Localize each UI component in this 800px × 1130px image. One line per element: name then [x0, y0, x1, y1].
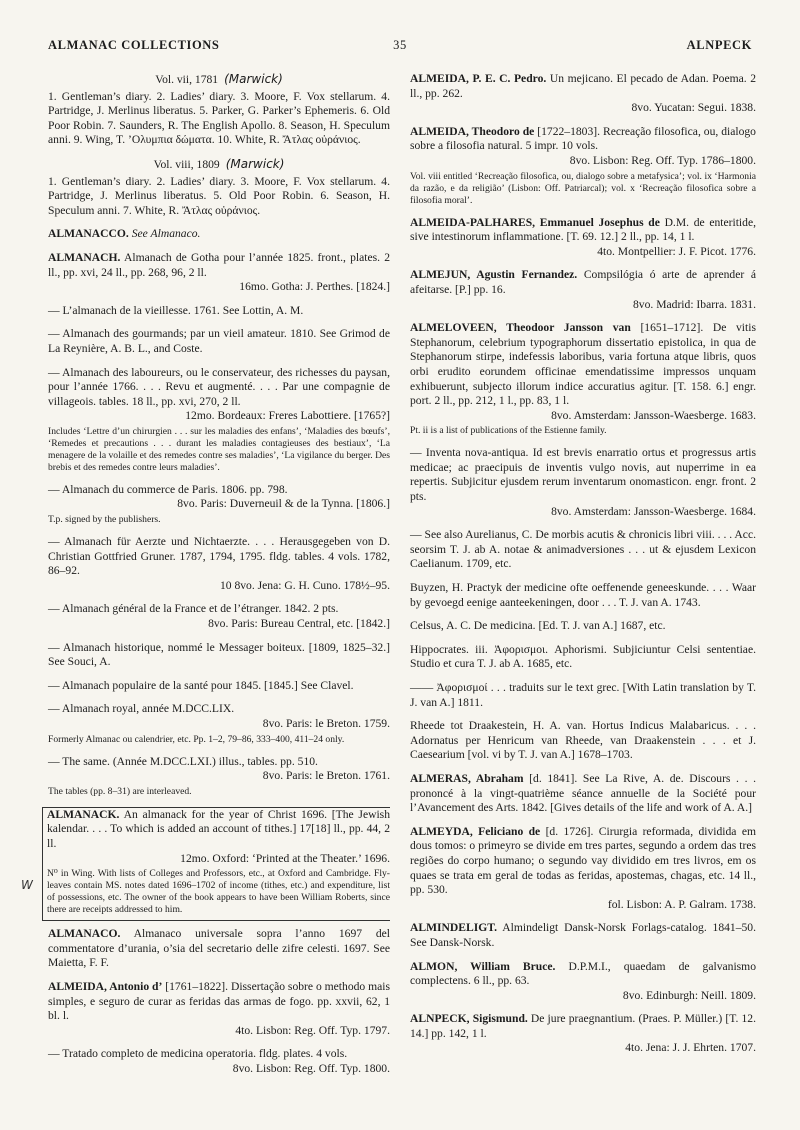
entry-heading: ALMEIDA-PALHARES, Emmanuel Josephus de: [410, 215, 660, 229]
volume-contents: 1. Gentleman’s diary. 2. Ladies’ diary. 3. Moore, F. Vox stellarum. 4. Partridge, J. Merlinus liberatus. 5. Parker, G. Parker’s Ephemeris. 6. Old Poor Robin. 7. Saunders, R. The English Apollo. 8. Season, H. Speculum anni. 9. Wing, T. ’Ολυμπια δώματα. 10. White, R. Ἄτλας οὐράνιος.: [48, 89, 390, 147]
catalogue-entry: [410, 216, 756, 260]
running-head-left: ALMANAC COLLECTIONS: [48, 38, 220, 52]
entry-heading: ALMON, William Bruce.: [410, 959, 556, 973]
catalogue-entry: Hippocrates. iii. Ἀφορισμοι. Aphorismi. Subjiciuntur Celsi sententiae. Studio et cura T. J. ab A. 1685, etc.: [410, 642, 756, 671]
entry-text: D.M. de enteritide, sive intestinorum inflammatione. [T. 69. 12.] 2 ll., pp. 14, 1 l.: [410, 215, 756, 244]
entry-text: [d. 1841]. See La Rive, A. de. Discours . . . prononcé à la vingt-quatrième séance annuelle de la Société pour l’Avancement des Arts. 1842. [Gives details of the life and work of A. A.]: [410, 771, 756, 815]
entry-note: Vol. viii entitled ‘Recreação filosofica, ou, dialogo sobre a metafysica’; vol. ix ‘Harmonia da razão, e da religião’ (Lisbon: Off. Patriarcal); vol. x ‘Recreação filosofica sobre a filosofia moral’.: [410, 170, 756, 206]
entry-imprint: 8vo. Madrid: Ibarra. 1831.: [633, 297, 756, 311]
entry-heading: ALMEYDA, Feliciano de: [410, 824, 541, 838]
catalogue-entry: [410, 921, 756, 950]
entry-imprint: 12mo. Oxford: ‘Printed at the Theater.’ 1696.: [180, 851, 390, 865]
entry-imprint: 8vo. Lisbon: Reg. Off. Typ. 1786–1800.: [569, 153, 756, 167]
catalogue-entry: [47, 808, 390, 866]
catalogue-entry: [48, 535, 390, 593]
entry-note: T.p. signed by the publishers.: [48, 514, 161, 526]
entry-note: The tables (pp. 8–31) are interleaved.: [48, 785, 192, 797]
page-number: 35: [393, 38, 407, 52]
entry-text: D.P.M.I., quaedam de galvanismo complectens. 6 ll., pp. 63.: [410, 959, 756, 988]
catalogue-entry: — Almanach populaire de la santé pour 1845. [1845.] See Clavel.: [48, 678, 354, 692]
entry-imprint: 12mo. Bordeaux: Freres Labottiere. [1765?]: [185, 409, 390, 423]
bracketed-entry: [21, 807, 390, 921]
catalogue-entry: [410, 125, 756, 169]
entry-imprint: 8vo. Paris: le Breton. 1759.: [262, 717, 390, 730]
entry-text: Almanaco universale sopra l’anno 1697 del commentatore d’urania, o’sia del secretario delle zifre celesti. 1697. See Maietta, F. F.: [48, 927, 390, 970]
entry-imprint: 8vo. Lisbon: Reg. Off. Typ. 1800.: [232, 1061, 390, 1075]
catalogue-entry: Celsus, A. C. De medicina. [Ed. T. J. van A.] 1687, etc.: [410, 619, 666, 633]
entry-heading: ALMEJUN, Agustin Fernandez.: [410, 268, 578, 282]
entry-text: — Almanach du commerce de Paris. 1806. pp. 798.: [48, 482, 288, 496]
left-column: [21, 72, 391, 1086]
catalogue-entry: — L’almanach de la vieillesse. 1761. See Lottin, A. M.: [48, 303, 304, 317]
entry-heading: ALMANACO.: [48, 927, 121, 941]
catalogue-entry: [48, 483, 390, 512]
catalogue-entry: Rheede tot Draakestein, H. A. van. Hortus Indicus Malabaricus. . . . Adornatus per Henricum van Rheede, van Draakenstein . . . et J. Caesearium [vol. vi by T. J. van A.] 1678–1703.: [410, 719, 756, 762]
volume-heading: [48, 157, 390, 173]
entry-heading: ALMERAS, Abraham: [410, 771, 524, 785]
handwritten-note: (Marwick): [225, 156, 285, 171]
catalogue-entry: — Almanach des gourmands; par un vieil amateur. 1810. See Grimod de La Reynière, A. B. L., and Coste.: [48, 327, 390, 355]
catalogue-entry: [48, 927, 390, 971]
right-column: [410, 72, 756, 1065]
catalogue-entry: [410, 321, 756, 423]
entry-imprint: 8vo. Amsterdam: Jansson-Waesberge. 1684.: [551, 504, 756, 518]
entry-heading: ALMANACH.: [48, 250, 121, 264]
entry-text: — Inventa nova-antiqua. Id est brevis enarratio ortus et progressus artis medicae; ac praecipuis de inventis vulgo novis, aut nuperrime in ea repertis. Subjicitur ejusdem rerum inventarum onomasticon. engr. front. 2 pts.: [410, 446, 756, 504]
catalogue-entry: [48, 602, 390, 631]
volume-label: Vol. vii, 1781: [155, 73, 219, 86]
catalogue-entry: [410, 1012, 756, 1056]
entry-heading: ALMANACK.: [47, 807, 120, 821]
entry-imprint: 4to. Jena: J. J. Ehrten. 1707.: [625, 1041, 756, 1055]
catalogue-entry: [48, 366, 390, 424]
catalogue-entry: [48, 227, 390, 242]
entry-heading: ALMEIDA, P. E. C. Pedro.: [410, 72, 547, 85]
entry-note: N⁰ in Wing. With lists of Colleges and Professors, etc., at Oxford and Cambridge. Fly-leaves contain MS. notes dated 1696–1702 of income (tithes, etc.) and expenditure, list of possessions, etc. The owner of the book appears to have been William Roberts, since there are receipts addressed to him.: [47, 868, 390, 916]
volume-label: Vol. viii, 1809: [153, 157, 220, 171]
entry-text: Compsilógia ó arte de aprender á afeitarse. [P.] pp. 16.: [410, 268, 756, 296]
entry-text: Un mejicano. El pecado de Adan. Poema. 2 ll., pp. 262.: [410, 72, 757, 100]
catalogue-entry: [410, 268, 756, 312]
entry-note: Includes ‘Lettre d’un chirurgien . . . sur les maladies des enfans’, ‘Maladies des bœufs’, ‘Remedes et precautions . . . durant les maladies contagieuses des bestiaux’, ‘La menagere de la volaille et des remedes contre ses maladies’, ‘La vigilance du berger. Des brebis et des remedes contre leurs maladies’.: [48, 425, 390, 473]
entry-text: Almindeligt Dansk-Norsk Forlags-catalog. 1841–50. See Dansk-Norsk.: [410, 921, 756, 949]
running-head: [48, 38, 752, 58]
entry-text: [1722–1803]. Recreação filosofica, ou, dialogo sobre a filosofia natural. 5 impr. 10 vols.: [410, 124, 756, 153]
catalogue-entry: [48, 251, 390, 295]
entry-imprint: 10 8vo. Jena: G. H. Cuno. 178½–95.: [219, 578, 390, 592]
margin-mark: W: [21, 877, 33, 892]
entry-imprint: 4to. Lisbon: Reg. Off. Typ. 1797.: [235, 1023, 390, 1037]
entry-text: — Almanach des laboureurs, ou le conservateur, des richesses du paysan, pour l’année 1766. . . . Revu et augmenté. . . . Par une compagnie de villageois. tables. 18 ll., pp. xvi, 270, 2 ll.: [48, 365, 390, 408]
handwritten-note: (Marwick): [224, 72, 283, 86]
entry-text: — Almanach royal, année M.DCC.LIX.: [48, 702, 235, 716]
entry-text: [1761–1822]. Dissertação sobre o methodo mais simples, e seguro de curar as feridas das armas de fogo. pp. xxvii, 62, 1 bl. l.: [48, 979, 391, 1023]
catalogue-entry: Buyzen, H. Practyk der medicine ofte oeffenende geneeskunde. . . . Waar by gevoegd eenige aanteekeningen, door . . . T. J. van A. 1743.: [410, 581, 756, 609]
catalogue-entry: [410, 772, 756, 816]
entry-text: [d. 1726]. Cirurgia reformada, dividida em dous tomos: o primeyro se divide em tres partes, segundo a ordem das tres regiões do corpo humano; o segundo vay dividido em tres livros, em os quaes se trata em geral de todas as feridas, apostemas, chagas, etc. 14 ll., pp. 530.: [410, 824, 756, 897]
catalogue-entry: —— Ἀφορισμοί . . . traduits sur le text grec. [With Latin translation by T. J. van A.] 1811.: [410, 681, 756, 709]
catalogue-entry: [410, 825, 756, 913]
entry-heading: ALMEIDA, Antonio d’: [48, 979, 163, 993]
catalogue-entry: [48, 702, 390, 731]
cross-reference: See Almanaco.: [131, 227, 201, 241]
entry-heading: ALMANACCO.: [48, 227, 129, 241]
catalogue-entry: [410, 960, 756, 1004]
entry-imprint: 4to. Montpellier: J. F. Picot. 1776.: [597, 244, 756, 258]
entry-text: — The same. (Année M.DCC.LXI.) illus., tables. pp. 510.: [48, 754, 318, 768]
catalogue-entry: [48, 755, 390, 784]
entry-imprint: 8vo. Edinburgh: Neill. 1809.: [622, 988, 756, 1002]
running-head-right: ALNPECK: [686, 38, 752, 52]
entry-imprint: 8vo. Paris: Bureau Central, etc. [1842.]: [208, 617, 390, 631]
volume-contents: 1. Gentleman’s diary. 2. Ladies’ diary. 3. Moore, F. Vox stellarum. 4. Partridge, J. Merlinus liberatus. 5. Old Poor Robin. 6. Season, H. Speculum anni. 7. White, R. Ἄτλας οὐράνιος.: [48, 174, 390, 217]
catalogue-entry: [48, 1047, 390, 1076]
entry-text: De jure praegnantium. (Praes. P. Müller.) [T. 12. 14.] pp. 142, 1 l.: [410, 1012, 756, 1040]
entry-text: An almanack for the year of Christ 1696. [The Jewish kalendar. . . . To which is added an account of tithes.] 17[18] ll., pp. 44, 2 ll.: [47, 807, 390, 850]
entry-imprint: 8vo. Paris: Duverneuil & de la Tynna. [1806.]: [177, 497, 390, 511]
catalogue-entry: [48, 980, 390, 1038]
entry-heading: ALMEIDA, Theodoro de: [410, 124, 535, 138]
catalogue-entry: — Almanach historique, nommé le Messager boiteux. [1809, 1825–32.] See Souci, A.: [48, 640, 390, 669]
entry-imprint: 8vo. Amsterdam: Jansson-Waesberge. 1683.: [551, 408, 756, 422]
entry-note: Formerly Almanac ou calendrier, etc. Pp. 1–2, 79–86, 333–400, 411–24 only.: [48, 733, 345, 745]
entry-imprint: 16mo. Gotha: J. Perthes. [1824.]: [239, 280, 390, 294]
catalogue-entry: — See also Aurelianus, C. De morbis acutis & chronicis libri viii. . . . Acc. seorsim T. J. ab A. notae & animadversiones . . . ut & ejusdem Lexicon Caelianum. 1709, etc.: [410, 528, 756, 571]
entry-imprint: fol. Lisbon: A. P. Galram. 1738.: [607, 897, 756, 911]
entry-text: — Almanach für Aerzte und Nichtaerzte. . . . Herausgegeben von D. Christian Gottfried Gruner. 1787, 1794, 1795. fldg. tables. 4 vols. 1782, 86–92.: [48, 535, 390, 578]
entry-heading: ALNPECK, Sigismund.: [410, 1012, 528, 1026]
entry-text: Almanach de Gotha pour l’année 1825. front., plates. 2 ll., pp. xvi, 24 ll., pp. 268, 96, 2 ll.: [48, 250, 390, 279]
entry-imprint: 8vo. Paris: le Breton. 1761.: [262, 769, 390, 783]
entry-heading: ALMINDELIGT.: [410, 921, 498, 935]
volume-heading: [48, 72, 390, 88]
entry-text: [1651–1712]. De vitis Stephanorum, celebrium typographorum dissertatio epistolica, in qua de Stephanorum stirpe, indefessis laboribus, varia fortuna atque libris, quos orbi erudito eorundem officinae emendatissime impressos unquam exhibuerunt, subjecto illorum indice accuratius agitur. [T. 158. 6.] engr. port. 2 ll., pp. 212, 1 l., pp. 83, 1 l.: [410, 321, 756, 408]
entry-heading: ALMELOVEEN, Theodoor Jansson van: [410, 321, 631, 335]
catalogue-entry: [410, 446, 756, 519]
entry-imprint: 8vo. Yucatan: Segui. 1838.: [631, 101, 756, 115]
catalogue-entry: [410, 72, 756, 116]
entry-text: — Tratado completo de medicina operatoria. fldg. plates. 4 vols.: [48, 1047, 348, 1061]
entry-text: — Almanach général de la France et de l’étranger. 1842. 2 pts.: [48, 602, 339, 616]
entry-note: Pt. ii is a list of publications of the Estienne family.: [410, 425, 607, 437]
